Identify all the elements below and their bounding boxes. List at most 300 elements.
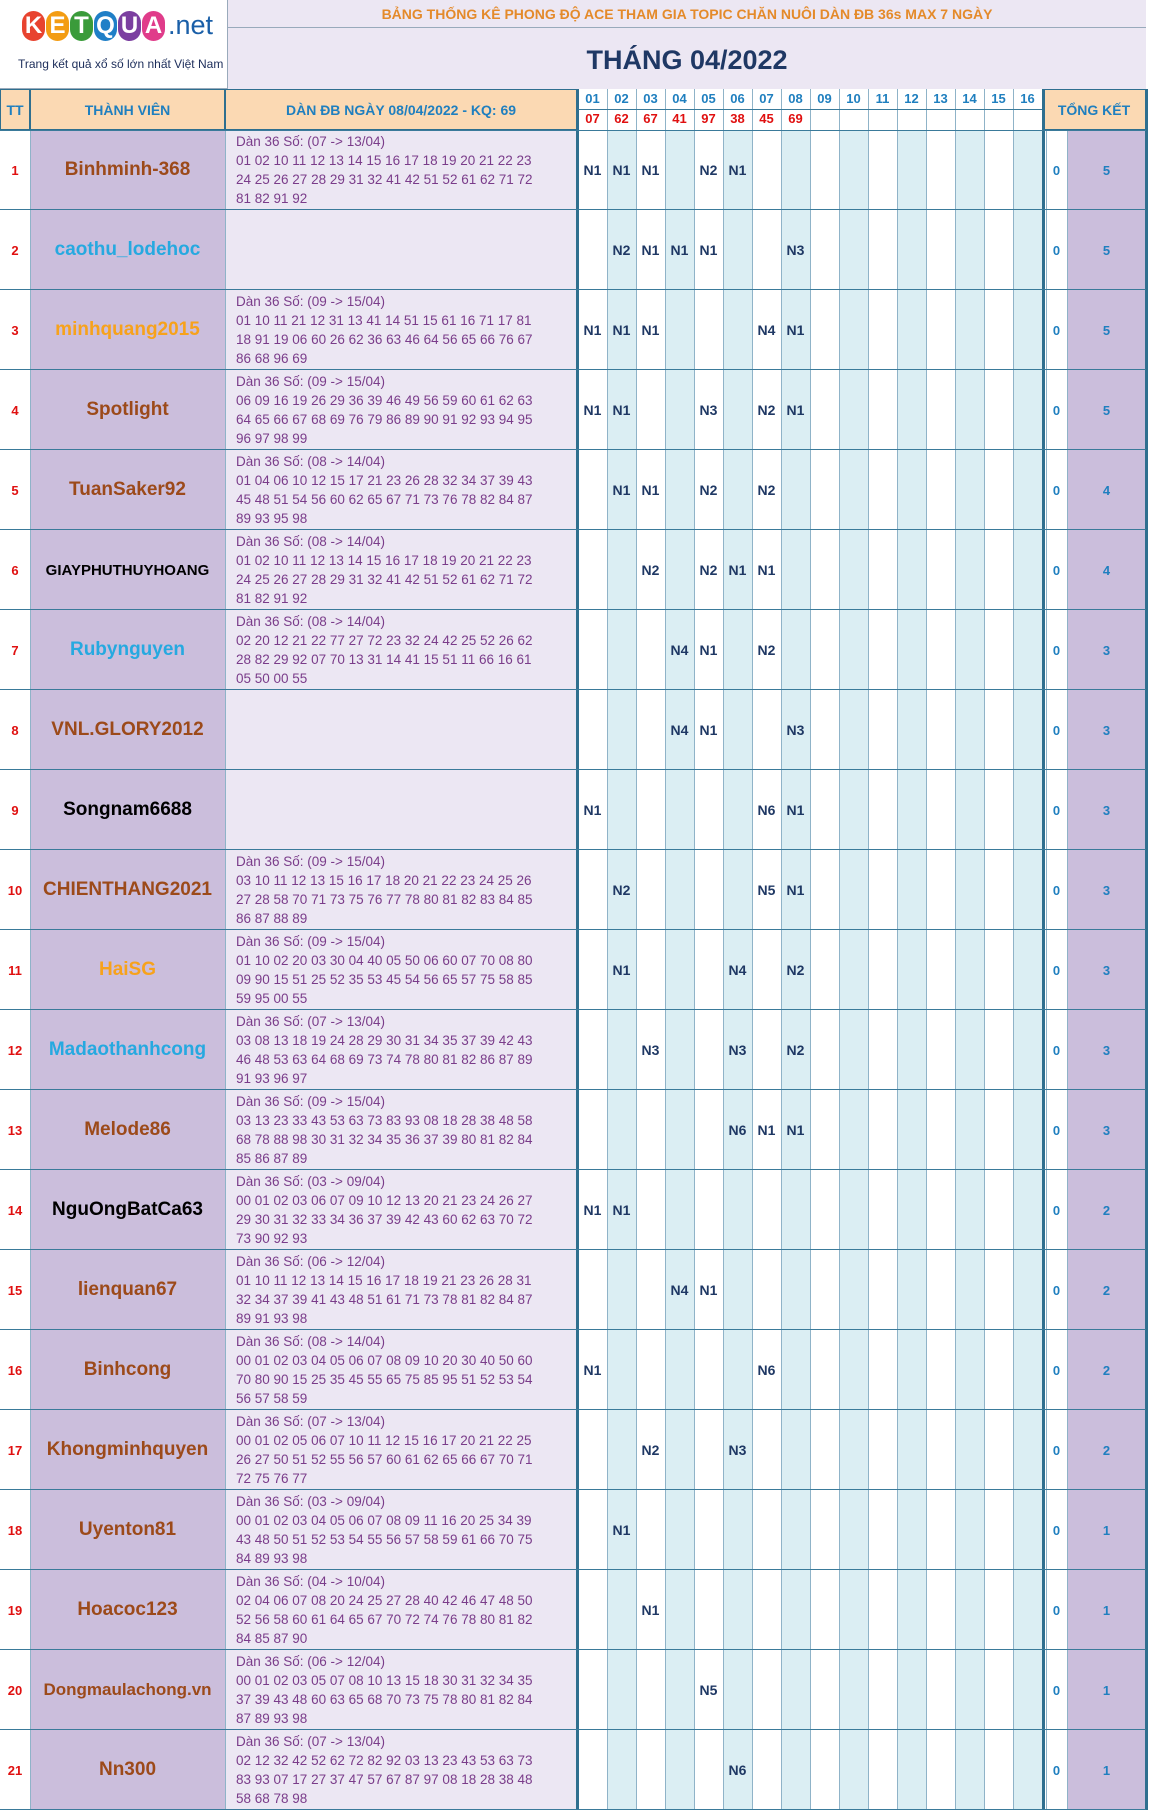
hit-cell	[752, 1010, 781, 1090]
hit-cell	[839, 530, 868, 610]
grid-line	[0, 449, 1146, 450]
grid-line	[1067, 130, 1068, 1810]
member-name[interactable]: TuanSaker92	[30, 450, 225, 530]
dan-line: 00 01 02 03 04 05 06 07 08 09 10 20 30 40 50 60	[236, 1353, 533, 1368]
hit-cell	[578, 210, 607, 290]
dan-numbers	[225, 1010, 577, 1090]
grid-line	[752, 89, 753, 1810]
grid-line	[810, 89, 811, 1810]
hit-cell: N1	[607, 290, 636, 370]
day-result: 69	[781, 109, 810, 130]
hit-cell	[926, 1570, 955, 1650]
hit-cell	[897, 210, 926, 290]
day-result: 41	[665, 109, 694, 130]
dan-line: 37 39 43 48 60 63 65 68 70 73 75 78 80 81 82 84	[236, 1692, 533, 1707]
hit-cell: N1	[636, 1570, 665, 1650]
dan-line: 27 28 58 70 71 73 75 76 77 78 80 81 82 83 84 85	[236, 892, 533, 907]
grid-line	[576, 89, 579, 1810]
member-name[interactable]: lienquan67	[30, 1250, 225, 1330]
hit-cell	[665, 1410, 694, 1490]
hit-cell	[694, 1010, 723, 1090]
hit-cell	[752, 930, 781, 1010]
row-index: 6	[0, 530, 30, 610]
member-name[interactable]: Madaothanhcong	[30, 1010, 225, 1090]
dan-line: 72 75 76 77	[236, 1471, 308, 1486]
grid-line	[607, 89, 608, 1810]
hit-cell	[868, 690, 897, 770]
member-name[interactable]: Uyenton81	[30, 1490, 225, 1570]
grid-line	[1042, 89, 1045, 1810]
hit-cell	[984, 1410, 1013, 1490]
hit-cell	[752, 1410, 781, 1490]
hit-cell: N3	[723, 1410, 752, 1490]
member-name[interactable]: caothu_lodehoc	[30, 210, 225, 290]
dan-line: Dàn 36 Số: (09 -> 15/04)	[236, 374, 385, 389]
hit-cell	[1013, 1330, 1042, 1410]
hit-cell: N2	[781, 1010, 810, 1090]
summary-total: 2	[1067, 1330, 1146, 1410]
dan-line: Dàn 36 Số: (08 -> 14/04)	[236, 614, 385, 629]
hit-cell	[694, 1490, 723, 1570]
hit-cell	[839, 370, 868, 450]
member-name[interactable]: Binhminh-368	[30, 130, 225, 210]
hit-cell	[897, 1490, 926, 1570]
hit-cell	[955, 370, 984, 450]
dan-line: 84 89 93 98	[236, 1551, 308, 1566]
row-index: 11	[0, 930, 30, 1010]
day-result: 62	[607, 109, 636, 130]
hit-cell	[926, 1490, 955, 1570]
dan-line: 05 50 00 55	[236, 671, 308, 686]
hit-cell	[665, 1330, 694, 1410]
hit-cell	[955, 210, 984, 290]
hit-cell	[839, 610, 868, 690]
hit-cell	[723, 850, 752, 930]
dan-line: 86 87 88 89	[236, 911, 308, 926]
row-index: 19	[0, 1570, 30, 1650]
hit-cell	[752, 1250, 781, 1330]
hit-cell: N2	[752, 370, 781, 450]
hit-cell	[578, 610, 607, 690]
summary-zero: 0	[1046, 1010, 1067, 1090]
hit-cell	[752, 1650, 781, 1730]
hit-cell	[578, 1010, 607, 1090]
hit-cell	[868, 1410, 897, 1490]
hit-cell	[839, 1650, 868, 1730]
hit-cell	[926, 290, 955, 370]
hit-cell	[984, 1170, 1013, 1250]
hit-cell	[723, 1570, 752, 1650]
member-name[interactable]: Melode86	[30, 1090, 225, 1170]
row-index: 16	[0, 1330, 30, 1410]
day-result: 45	[752, 109, 781, 130]
dan-line: 32 34 37 39 41 43 48 51 61 71 73 78 81 82 84 87	[236, 1292, 533, 1307]
hit-cell	[781, 1170, 810, 1250]
hit-cell	[636, 1170, 665, 1250]
hit-cell	[723, 1250, 752, 1330]
hit-cell	[607, 1090, 636, 1170]
hit-cell	[607, 530, 636, 610]
logo-letter: K	[22, 11, 45, 41]
summary-zero: 0	[1046, 290, 1067, 370]
member-name[interactable]: Dongmaulachong.vn	[30, 1650, 225, 1730]
dan-numbers	[225, 1170, 577, 1250]
hit-cell	[839, 930, 868, 1010]
hit-cell	[926, 690, 955, 770]
hit-cell	[955, 1090, 984, 1170]
hit-cell	[694, 770, 723, 850]
hit-cell: N1	[636, 290, 665, 370]
hit-cell	[984, 1250, 1013, 1330]
member-name[interactable]: HaiSG	[30, 930, 225, 1010]
grid-line	[665, 89, 666, 1810]
hit-cell	[578, 1490, 607, 1570]
hit-cell	[839, 130, 868, 210]
summary-total: 4	[1067, 450, 1146, 530]
member-name[interactable]: Hoacoc123	[30, 1570, 225, 1650]
hit-cell	[926, 930, 955, 1010]
grid-line	[0, 609, 1146, 610]
hit-cell	[926, 1010, 955, 1090]
hit-cell: N3	[723, 1010, 752, 1090]
hit-cell	[897, 1650, 926, 1730]
hit-cell	[984, 530, 1013, 610]
dan-line: 45 48 51 54 56 60 62 65 67 71 73 76 78 82 84 87	[236, 492, 533, 507]
summary-total: 3	[1067, 1010, 1146, 1090]
dan-line: 85 86 87 89	[236, 1151, 308, 1166]
hit-cell: N1	[578, 1170, 607, 1250]
hit-cell	[810, 1410, 839, 1490]
dan-line: 52 56 58 60 61 64 65 67 70 72 74 76 78 80 81 82	[236, 1612, 533, 1627]
hit-cell	[955, 690, 984, 770]
hit-cell: N2	[694, 130, 723, 210]
dan-line: 68 78 88 98 30 31 32 34 35 36 37 39 80 81 82 84	[236, 1132, 533, 1147]
day-number: 04	[665, 89, 694, 109]
summary-total: 2	[1067, 1250, 1146, 1330]
summary-total: 5	[1067, 370, 1146, 450]
hit-cell	[926, 1410, 955, 1490]
hit-cell	[578, 530, 607, 610]
member-name[interactable]: GIAYPHUTHUYHOANG	[30, 530, 225, 610]
grid-line	[0, 1169, 1146, 1170]
row-index: 2	[0, 210, 30, 290]
hit-cell	[897, 290, 926, 370]
grid-line	[0, 1809, 1146, 1810]
dan-line: 84 85 87 90	[236, 1631, 308, 1646]
hit-cell	[926, 450, 955, 530]
hit-cell	[607, 690, 636, 770]
hit-cell	[955, 450, 984, 530]
summary-zero: 0	[1046, 930, 1067, 1010]
hit-cell	[926, 530, 955, 610]
hit-cell	[607, 1010, 636, 1090]
grid-line	[868, 89, 869, 1810]
day-number: 06	[723, 89, 752, 109]
hit-cell	[810, 530, 839, 610]
member-name[interactable]: Rubynguyen	[30, 610, 225, 690]
hit-cell	[665, 1730, 694, 1810]
row-index: 21	[0, 1730, 30, 1810]
summary-zero: 0	[1046, 1330, 1067, 1410]
hit-cell	[781, 1330, 810, 1410]
hit-cell: N4	[665, 610, 694, 690]
dan-line: 09 90 15 51 25 52 35 53 45 54 56 65 57 75 58 85	[236, 972, 533, 987]
hit-cell: N1	[781, 770, 810, 850]
hit-cell	[839, 1410, 868, 1490]
dan-line: 03 08 13 18 19 24 28 29 30 31 34 35 37 39 42 43	[236, 1033, 533, 1048]
day-result	[810, 109, 839, 130]
hit-cell	[1013, 130, 1042, 210]
dan-numbers	[225, 130, 577, 210]
summary-zero: 0	[1046, 1650, 1067, 1730]
hit-cell	[868, 1490, 897, 1570]
dan-line: Dàn 36 Số: (08 -> 14/04)	[236, 1334, 385, 1349]
summary-zero: 0	[1046, 130, 1067, 210]
dan-numbers	[225, 450, 577, 530]
member-name[interactable]: VNL.GLORY2012	[30, 690, 225, 770]
dan-line: 86 68 96 69	[236, 351, 308, 366]
hit-cell	[1013, 1570, 1042, 1650]
hit-cell	[723, 1490, 752, 1570]
grid-line	[225, 130, 226, 1810]
dan-line: 01 10 11 21 12 31 13 41 14 51 15 61 16 71 17 81	[236, 313, 532, 328]
row-index: 18	[0, 1490, 30, 1570]
hit-cell	[636, 1250, 665, 1330]
day-number: 03	[636, 89, 665, 109]
hit-cell	[665, 770, 694, 850]
hit-cell: N3	[781, 210, 810, 290]
dan-line: 00 01 02 03 05 07 08 10 13 15 18 30 31 32 34 35	[236, 1673, 533, 1688]
summary-total: 3	[1067, 770, 1146, 850]
day-number: 08	[781, 89, 810, 109]
hit-cell	[839, 450, 868, 530]
hit-cell	[897, 1250, 926, 1330]
dan-line: 18 91 19 06 60 26 62 36 63 46 64 56 65 66 76 67	[236, 332, 533, 347]
hit-cell	[694, 1090, 723, 1170]
hit-cell	[868, 850, 897, 930]
grid-line	[781, 89, 782, 1810]
hit-cell: N4	[723, 930, 752, 1010]
dan-line: 06 09 16 19 26 29 36 39 46 49 56 59 60 61 62 63	[236, 393, 533, 408]
hit-cell: N1	[694, 610, 723, 690]
day-number: 14	[955, 89, 984, 109]
hit-cell: N2	[694, 450, 723, 530]
member-name[interactable]: Binhcong	[30, 1330, 225, 1410]
logo-tagline: Trang kết quả xổ số lớn nhất Việt Nam	[18, 57, 224, 71]
hit-cell	[955, 1250, 984, 1330]
summary-zero: 0	[1046, 370, 1067, 450]
day-number: 09	[810, 89, 839, 109]
hit-cell	[868, 1170, 897, 1250]
summary-zero: 0	[1046, 1730, 1067, 1810]
hit-cell	[926, 610, 955, 690]
dan-line: Dàn 36 Số: (09 -> 15/04)	[236, 934, 385, 949]
dan-line: 01 04 06 10 12 15 17 21 23 26 28 32 34 37 39 43	[236, 473, 533, 488]
hit-cell	[984, 1570, 1013, 1650]
hit-cell	[723, 450, 752, 530]
dan-line: 46 48 53 63 64 68 69 73 74 78 80 81 82 86 87 89	[236, 1052, 533, 1067]
hit-cell	[810, 1010, 839, 1090]
member-name[interactable]: CHIENTHANG2021	[30, 850, 225, 930]
dan-line: 01 10 11 12 13 14 15 16 17 18 19 21 23 26 28 31	[236, 1273, 532, 1288]
hit-cell	[578, 690, 607, 770]
dan-line: 02 20 12 21 22 77 27 72 23 32 24 42 25 52 26 62	[236, 633, 533, 648]
hit-cell	[636, 610, 665, 690]
dan-numbers	[225, 610, 577, 690]
summary-total: 3	[1067, 1090, 1146, 1170]
hit-cell	[868, 1090, 897, 1170]
hit-cell	[810, 1570, 839, 1650]
hit-cell	[607, 1410, 636, 1490]
dan-line: Dàn 36 Số: (09 -> 15/04)	[236, 854, 385, 869]
hit-cell	[1013, 370, 1042, 450]
grid-line	[0, 1009, 1146, 1010]
dan-numbers	[225, 530, 577, 610]
row-index: 20	[0, 1650, 30, 1730]
dan-line: Dàn 36 Số: (08 -> 14/04)	[236, 454, 385, 469]
dan-numbers	[225, 1650, 577, 1730]
dan-line: 26 27 50 51 52 55 56 57 60 61 62 65 66 67 70 71	[236, 1452, 533, 1467]
hit-cell	[955, 130, 984, 210]
hit-cell	[578, 1250, 607, 1330]
hit-cell: N2	[781, 930, 810, 1010]
day-number: 02	[607, 89, 636, 109]
summary-zero: 0	[1046, 450, 1067, 530]
member-name[interactable]: NguOngBatCa63	[30, 1170, 225, 1250]
row-index: 8	[0, 690, 30, 770]
grid-line	[0, 689, 1146, 690]
hit-cell	[781, 1730, 810, 1810]
hit-cell	[984, 450, 1013, 530]
grid-line	[0, 209, 1146, 210]
hit-cell: N1	[578, 770, 607, 850]
hit-cell	[1013, 1410, 1042, 1490]
hit-cell	[897, 1330, 926, 1410]
hit-cell	[839, 290, 868, 370]
hit-cell	[868, 1010, 897, 1090]
summary-zero: 0	[1046, 1490, 1067, 1570]
member-name[interactable]: Nn300	[30, 1730, 225, 1810]
hit-cell	[578, 1570, 607, 1650]
summary-zero: 0	[1046, 770, 1067, 850]
hit-cell	[955, 1570, 984, 1650]
hit-cell	[868, 1250, 897, 1330]
hit-cell	[781, 1250, 810, 1330]
hit-cell	[839, 1570, 868, 1650]
hit-cell	[578, 1090, 607, 1170]
summary-zero: 0	[1046, 1410, 1067, 1490]
hit-cell	[752, 1490, 781, 1570]
hit-cell: N2	[607, 210, 636, 290]
header-summary: TỔNG KẾT	[1042, 89, 1146, 130]
summary-total: 5	[1067, 290, 1146, 370]
hit-cell	[578, 1730, 607, 1810]
hit-cell	[810, 1090, 839, 1170]
hit-cell	[868, 130, 897, 210]
day-number: 13	[926, 89, 955, 109]
hit-cell	[810, 690, 839, 770]
hit-cell: N1	[665, 210, 694, 290]
hit-cell	[955, 1410, 984, 1490]
member-name[interactable]: Khongminhquyen	[30, 1410, 225, 1490]
dan-line: Dàn 36 Số: (04 -> 10/04)	[236, 1574, 385, 1589]
hit-cell	[984, 1010, 1013, 1090]
hit-cell	[665, 370, 694, 450]
hit-cell: N2	[636, 1410, 665, 1490]
dan-line: 73 90 92 93	[236, 1231, 308, 1246]
dan-line: 00 01 02 03 06 07 09 10 12 13 20 21 23 24 26 27	[236, 1193, 533, 1208]
member-name[interactable]: Songnam6688	[30, 770, 225, 850]
logo-letter: U	[118, 11, 141, 41]
day-result: 97	[694, 109, 723, 130]
summary-zero: 0	[1046, 850, 1067, 930]
hit-cell	[810, 850, 839, 930]
grid-line	[0, 289, 1146, 290]
hit-cell	[1013, 290, 1042, 370]
hit-cell	[810, 1490, 839, 1570]
grid-line	[694, 89, 695, 1810]
day-result: 07	[578, 109, 607, 130]
hit-cell	[665, 450, 694, 530]
member-name[interactable]: Spotlight	[30, 370, 225, 450]
hit-cell	[897, 370, 926, 450]
hit-cell	[578, 450, 607, 530]
logo-letter: Q	[94, 11, 117, 41]
hit-cell	[1013, 1090, 1042, 1170]
grid-line	[1046, 130, 1047, 1810]
hit-cell	[897, 450, 926, 530]
grid-line	[0, 1089, 1146, 1090]
hit-cell	[868, 930, 897, 1010]
hit-cell	[636, 1730, 665, 1810]
hit-cell	[810, 450, 839, 530]
dan-line: Dàn 36 Số: (06 -> 12/04)	[236, 1254, 385, 1269]
hit-cell: N1	[578, 370, 607, 450]
summary-total: 1	[1067, 1650, 1146, 1730]
hit-cell	[694, 850, 723, 930]
hit-cell	[984, 1490, 1013, 1570]
hit-cell	[955, 610, 984, 690]
hit-cell	[839, 1250, 868, 1330]
hit-cell	[1013, 1250, 1042, 1330]
dan-line: 56 57 58 59	[236, 1391, 308, 1406]
summary-total: 2	[1067, 1170, 1146, 1250]
grid-line	[839, 89, 840, 1810]
hit-cell	[926, 770, 955, 850]
row-index: 9	[0, 770, 30, 850]
day-result	[839, 109, 868, 130]
row-index: 15	[0, 1250, 30, 1330]
dan-line: 01 02 10 11 12 13 14 15 16 17 18 19 20 21 22 23	[236, 153, 532, 168]
hit-cell	[723, 290, 752, 370]
grid-line	[0, 1569, 1146, 1570]
hit-cell	[665, 850, 694, 930]
ketqua-logo[interactable]	[0, 0, 228, 89]
dan-line: 29 30 31 32 33 34 36 37 39 42 43 60 62 63 70 72	[236, 1212, 533, 1227]
hit-cell	[810, 130, 839, 210]
hit-cell	[723, 1330, 752, 1410]
hit-cell	[984, 850, 1013, 930]
member-name[interactable]: minhquang2015	[30, 290, 225, 370]
hit-cell	[665, 1010, 694, 1090]
hit-cell	[1013, 690, 1042, 770]
day-number: 01	[578, 89, 607, 109]
day-result	[897, 109, 926, 130]
hit-cell	[694, 1410, 723, 1490]
hit-cell	[955, 1650, 984, 1730]
hit-cell	[897, 1730, 926, 1810]
dan-line: 01 10 02 20 03 30 04 40 05 50 06 60 07 70 08 80	[236, 953, 533, 968]
